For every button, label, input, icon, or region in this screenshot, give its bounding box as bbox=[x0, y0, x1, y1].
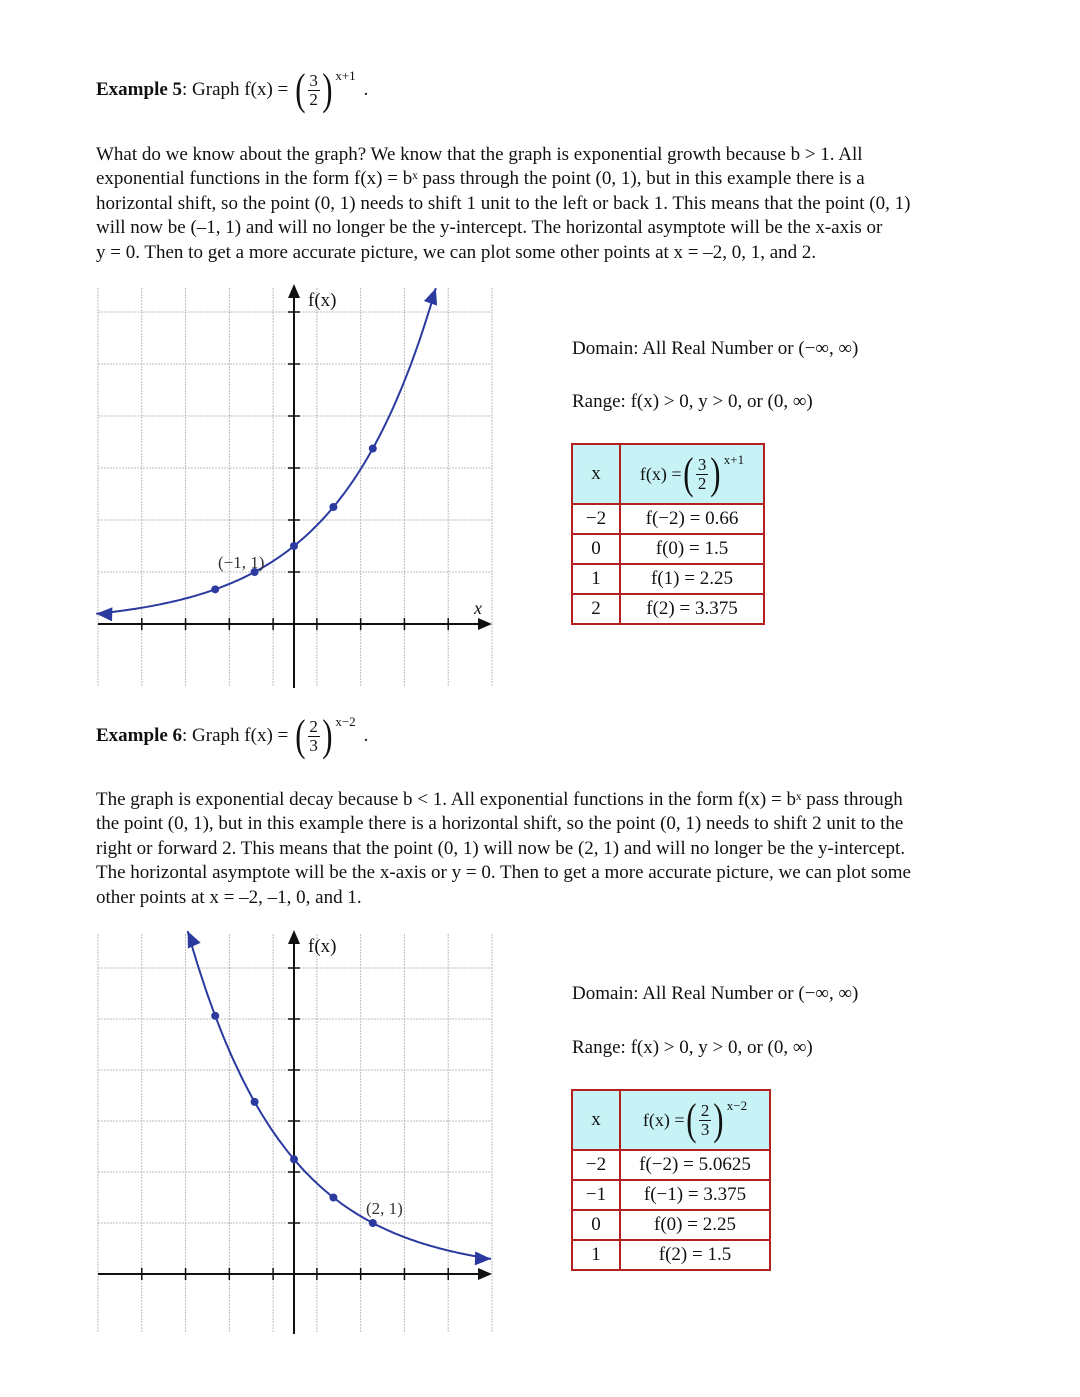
example6-graph bbox=[90, 928, 500, 1338]
example6-label: Example 6 bbox=[96, 725, 183, 746]
example5-graph bbox=[90, 282, 500, 692]
data-point bbox=[369, 1219, 377, 1227]
table-cell-x: 2 bbox=[572, 594, 620, 624]
point-label: (2, 1) bbox=[366, 1199, 403, 1218]
table-header-formula: ( 2 3 ) x−2 bbox=[686, 1095, 748, 1144]
table-cell-x: −1 bbox=[572, 1180, 620, 1210]
data-point bbox=[211, 585, 219, 593]
table-cell-x: 0 bbox=[572, 534, 620, 564]
table-header-row bbox=[572, 444, 764, 504]
example6-domain: Domain: All Real Number or (−∞, ∞) bbox=[572, 983, 859, 1004]
table-base-numerator: 2 bbox=[700, 1100, 710, 1120]
example5-label: Example 5 bbox=[96, 79, 183, 100]
example5-base-denominator: 2 bbox=[309, 89, 318, 109]
example5-exponent: x+1 bbox=[335, 68, 356, 83]
example6-exponent: x−2 bbox=[335, 714, 356, 729]
example6-range: Range: f(x) > 0, y > 0, or (0, ∞) bbox=[572, 1037, 813, 1058]
table-cell-f: f(2) = 1.5 bbox=[620, 1240, 770, 1270]
table-header-x: x bbox=[572, 1090, 620, 1150]
table-cell-f: f(2) = 3.375 bbox=[620, 594, 764, 624]
example6-heading bbox=[96, 711, 369, 760]
example6-period: . bbox=[363, 725, 369, 746]
paragraph-line: other points at x = –2, –1, 0, and 1. bbox=[96, 886, 362, 908]
example5-formula: ( 3 2 ) x+1 bbox=[295, 65, 356, 114]
y-axis-arrow-icon bbox=[288, 284, 300, 298]
example5-base-numerator: 3 bbox=[309, 70, 318, 90]
y-axis-arrow-icon bbox=[288, 930, 300, 944]
table-base-numerator: 3 bbox=[697, 454, 707, 474]
table-row bbox=[572, 534, 764, 564]
curve-arrow-icon bbox=[475, 1251, 491, 1265]
paragraph-line: The graph is exponential decay because b < 1. All exponential functions in the form f(x) = bˣ pass through bbox=[96, 789, 903, 810]
function-curve bbox=[188, 931, 491, 1259]
table-cell-f: f(−1) = 3.375 bbox=[620, 1180, 770, 1210]
example5-range: Range: f(x) > 0, y > 0, or (0, ∞) bbox=[572, 391, 813, 412]
table-row bbox=[572, 564, 764, 594]
x-axis-label: x bbox=[474, 598, 482, 618]
table-cell-x: 1 bbox=[572, 564, 620, 594]
data-point bbox=[251, 1098, 259, 1106]
example5-value-table bbox=[571, 443, 765, 625]
example6-base-numerator: 2 bbox=[309, 716, 318, 736]
data-point bbox=[329, 503, 337, 511]
paragraph-line: y = 0. Then to get a more accurate picture, we can plot some other points at x = –2, 0, 1, and 2. bbox=[96, 241, 817, 263]
table-cell-x: −2 bbox=[572, 504, 620, 534]
example5-period: . bbox=[363, 79, 369, 100]
paragraph-line: horizontal shift, so the point (0, 1) needs to shift 1 unit to the left or back 1. This means that the point (0, 1) bbox=[96, 192, 911, 214]
table-cell-f: f(1) = 2.25 bbox=[620, 564, 764, 594]
table-header-f-label: f(x) = bbox=[642, 1109, 685, 1130]
table-row bbox=[572, 594, 764, 624]
data-point bbox=[211, 1012, 219, 1020]
table-cell-f: f(0) = 1.5 bbox=[620, 534, 764, 564]
table-exponent: x−2 bbox=[726, 1098, 748, 1113]
function-curve bbox=[96, 288, 436, 614]
table-cell-x: −2 bbox=[572, 1150, 620, 1180]
example6-prompt: : Graph f(x) = bbox=[182, 725, 293, 746]
curve-arrow-icon bbox=[96, 607, 112, 621]
y-axis-label: f(x) bbox=[308, 936, 337, 957]
paragraph-line: right or forward 2. This means that the point (0, 1) will now be (2, 1) and will no longer be the y-intercept. bbox=[96, 837, 906, 859]
table-exponent: x+1 bbox=[723, 452, 745, 467]
example5-prompt: : Graph f(x) = bbox=[182, 79, 293, 100]
table-base-denominator: 2 bbox=[697, 473, 707, 493]
table-cell-x: 0 bbox=[572, 1210, 620, 1240]
table-row bbox=[572, 1150, 770, 1180]
table-cell-x: 1 bbox=[572, 1240, 620, 1270]
table-header-f bbox=[620, 444, 764, 504]
table-cell-f: f(−2) = 5.0625 bbox=[620, 1150, 770, 1180]
curve-arrow-icon bbox=[424, 288, 437, 305]
table-base-denominator: 3 bbox=[700, 1119, 710, 1139]
table-header-f-label: f(x) = bbox=[639, 463, 682, 484]
paragraph-line: the point (0, 1), but in this example there is a horizontal shift, so the point (0, 1) needs to shift 2 unit to the bbox=[96, 813, 904, 835]
data-point bbox=[290, 1155, 298, 1163]
example6-formula: ( 2 3 ) x−2 bbox=[295, 711, 356, 760]
x-axis-arrow-icon bbox=[478, 618, 492, 630]
table-row bbox=[572, 504, 764, 534]
table-cell-f: f(−2) = 0.66 bbox=[620, 504, 764, 534]
y-axis-label: f(x) bbox=[308, 290, 337, 311]
table-header-x: x bbox=[572, 444, 620, 504]
example5-heading bbox=[96, 65, 369, 114]
table-row bbox=[572, 1210, 770, 1240]
data-point bbox=[369, 445, 377, 453]
example5-domain: Domain: All Real Number or (−∞, ∞) bbox=[572, 338, 859, 359]
paragraph-line: exponential functions in the form f(x) = bˣ pass through the point (0, 1), but in this example there is a bbox=[96, 168, 865, 190]
paragraph-line: The horizontal asymptote will be the x-axis or y = 0. Then to get a more accurate picture, we can plot some bbox=[96, 862, 911, 884]
table-header-formula: ( 3 2 ) x+1 bbox=[683, 449, 745, 498]
data-point bbox=[290, 542, 298, 550]
table-header-row bbox=[572, 1090, 770, 1150]
example6-paragraph bbox=[96, 788, 1026, 910]
example6-base-denominator: 3 bbox=[309, 735, 318, 755]
table-row bbox=[572, 1180, 770, 1210]
curve-arrow-icon bbox=[188, 931, 201, 948]
example5-paragraph bbox=[96, 143, 1026, 265]
example6-value-table bbox=[571, 1089, 771, 1271]
paragraph-line: What do we know about the graph? We know that the graph is exponential growth because b > 1. All bbox=[96, 144, 863, 165]
x-axis-arrow-icon bbox=[478, 1268, 492, 1280]
point-label: (−1, 1) bbox=[218, 553, 265, 572]
data-point bbox=[329, 1194, 337, 1202]
table-cell-f: f(0) = 2.25 bbox=[620, 1210, 770, 1240]
table-header-f bbox=[620, 1090, 770, 1150]
table-row bbox=[572, 1240, 770, 1270]
paragraph-line: will now be (–1, 1) and will no longer be the y-intercept. The horizontal asymptote will be the x-axis or bbox=[96, 217, 883, 239]
